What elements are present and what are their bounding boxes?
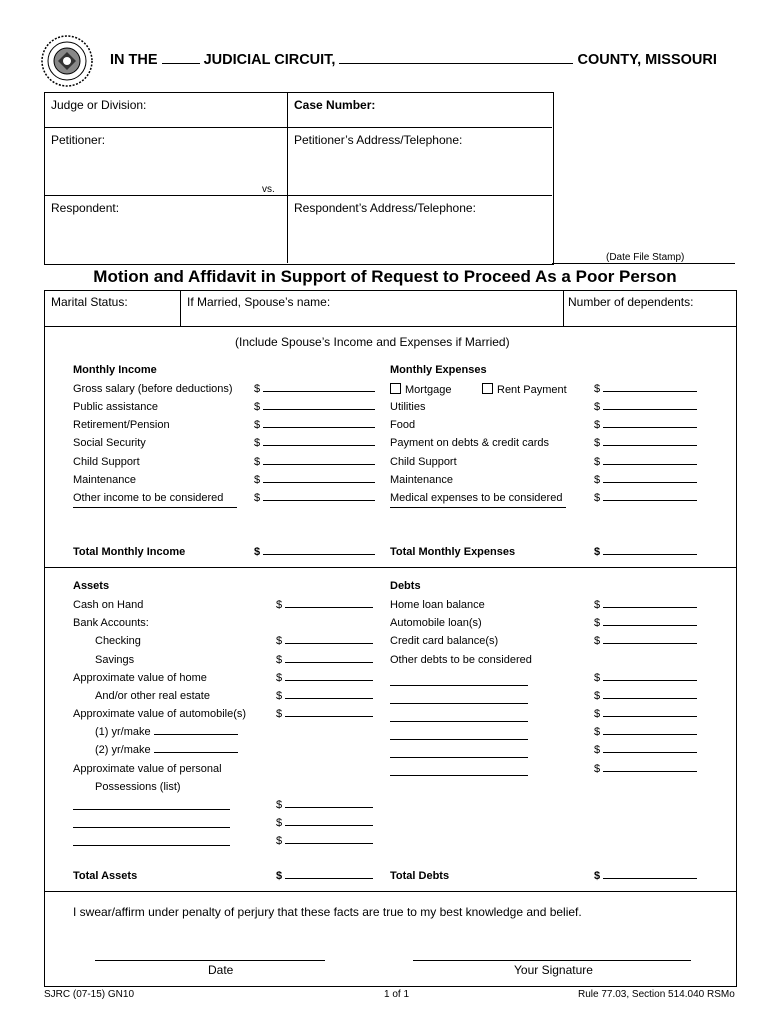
- possession-field[interactable]: [73, 845, 230, 846]
- debt-credit-card-label: Credit card balance(s): [390, 635, 499, 647]
- case-number-label: Case Number:: [294, 98, 376, 112]
- debt-home-loan-label: Home loan balance: [390, 599, 485, 611]
- court-header: [110, 52, 717, 68]
- expense-amount-field[interactable]: [603, 427, 697, 428]
- monthly-expenses-heading: Monthly Expenses: [390, 364, 487, 376]
- expense-amount-field[interactable]: [603, 500, 697, 501]
- dollar-sign: $: [594, 708, 601, 720]
- header-county: COUNTY, MISSOURI: [577, 52, 717, 68]
- income-amount-field[interactable]: [263, 482, 375, 483]
- dollar-sign: $: [594, 599, 601, 611]
- date-file-stamp-label: (Date File Stamp): [606, 252, 685, 263]
- asset-cash-label: Cash on Hand: [73, 599, 144, 611]
- caption-rule: [44, 195, 552, 196]
- total-monthly-income-label: Total Monthly Income: [73, 546, 186, 558]
- judge-label: Judge or Division:: [51, 98, 147, 112]
- other-debt-field[interactable]: [390, 703, 528, 704]
- income-amount-field[interactable]: [263, 464, 375, 465]
- circuit-number-field[interactable]: [162, 63, 200, 64]
- total-assets-label: Total Assets: [73, 870, 138, 882]
- rule-reference: Rule 77.03, Section 514.040 RSMo: [578, 989, 735, 1000]
- debt-amount-field[interactable]: [603, 752, 697, 753]
- income-item: Retirement/Pension: [73, 419, 170, 431]
- dollar-sign: $: [594, 690, 601, 702]
- spouse-name-label: If Married, Spouse’s name:: [187, 295, 331, 309]
- other-debt-field[interactable]: [390, 775, 528, 776]
- dollar-sign: $: [276, 635, 283, 647]
- expense-amount-field[interactable]: [603, 445, 697, 446]
- dollar-sign: $: [254, 474, 261, 486]
- asset-amount-field[interactable]: [285, 607, 373, 608]
- dollar-sign: $: [276, 672, 283, 684]
- case-caption-box: [44, 92, 554, 265]
- dollar-sign: $: [594, 419, 601, 431]
- header-in-the: IN THE: [110, 52, 158, 68]
- dollar-sign: $: [594, 401, 601, 413]
- monthly-income-heading: Monthly Income: [73, 364, 157, 376]
- missouri-seal-icon: [40, 34, 94, 88]
- dollar-sign: $: [594, 672, 601, 684]
- expense-amount-field[interactable]: [603, 482, 697, 483]
- section-rule: [44, 567, 736, 568]
- expense-item: Medical expenses to be considered: [390, 492, 563, 504]
- dollar-sign: $: [594, 456, 601, 468]
- other-expense-field[interactable]: [390, 507, 566, 508]
- dollar-sign: $: [276, 835, 283, 847]
- date-field[interactable]: [95, 960, 325, 961]
- dependents-label: Number of dependents:: [568, 295, 694, 309]
- section-rule: [44, 891, 736, 892]
- debt-amount-field[interactable]: [603, 771, 697, 772]
- dollar-sign: $: [276, 817, 283, 829]
- income-amount-field[interactable]: [263, 500, 375, 501]
- income-item: Maintenance: [73, 474, 136, 486]
- stamp-rule: [552, 263, 735, 264]
- signature-label: Your Signature: [514, 963, 593, 977]
- expense-amount-field[interactable]: [603, 464, 697, 465]
- mortgage-checkbox[interactable]: [390, 383, 401, 394]
- asset-amount-field[interactable]: [285, 698, 373, 699]
- mortgage-label: Mortgage: [405, 384, 452, 396]
- expense-amount-field[interactable]: [603, 391, 697, 392]
- total-debts-field[interactable]: [603, 878, 697, 879]
- other-debt-field[interactable]: [390, 757, 528, 758]
- debt-amount-field[interactable]: [603, 698, 697, 699]
- include-spouse-note: (Include Spouse’s Income and Expenses if Married): [235, 335, 510, 349]
- debts-heading: Debts: [390, 580, 421, 592]
- dollar-sign: $: [594, 492, 601, 504]
- dollar-sign: $: [254, 492, 261, 504]
- possession-field[interactable]: [73, 809, 230, 810]
- date-label: Date: [208, 963, 234, 977]
- county-name-field[interactable]: [339, 63, 573, 64]
- page-number: 1 of 1: [384, 989, 410, 1000]
- oath-statement: I swear/affirm under penalty of perjury that these facts are true to my best knowledge and belief.: [73, 905, 582, 919]
- other-debt-field[interactable]: [390, 685, 528, 686]
- total-income-field[interactable]: [263, 554, 375, 555]
- caption-divider: [287, 92, 288, 263]
- asset-auto-label: Approximate value of automobile(s): [73, 708, 247, 720]
- dollar-sign: $: [276, 708, 283, 720]
- dollar-sign: $: [594, 617, 601, 629]
- debt-amount-field[interactable]: [603, 607, 697, 608]
- dollar-sign: $: [594, 763, 601, 775]
- income-amount-field[interactable]: [263, 427, 375, 428]
- dollar-sign: $: [276, 799, 283, 811]
- debt-auto-loan-label: Automobile loan(s): [390, 617, 482, 629]
- asset-real-estate-label: And/or other real estate: [95, 690, 210, 702]
- asset-possessions-label: Possessions (list): [95, 781, 181, 793]
- dollar-sign: $: [254, 383, 261, 395]
- auto1-field[interactable]: [154, 734, 238, 735]
- asset-checking-label: Checking: [95, 635, 141, 647]
- other-debt-field[interactable]: [390, 739, 528, 740]
- income-item: Gross salary (before deductions): [73, 383, 233, 395]
- dollar-sign: $: [594, 870, 601, 882]
- total-assets-field[interactable]: [285, 878, 373, 879]
- total-monthly-expenses-label: Total Monthly Expenses: [390, 546, 516, 558]
- asset-amount-field[interactable]: [285, 807, 373, 808]
- debt-amount-field[interactable]: [603, 625, 697, 626]
- expense-item: Child Support: [390, 456, 457, 468]
- asset-personal-label: Approximate value of personal: [73, 763, 222, 775]
- dollar-sign: $: [594, 546, 601, 558]
- marital-divider: [563, 290, 564, 326]
- debt-amount-field[interactable]: [603, 716, 697, 717]
- expense-amount-field[interactable]: [603, 409, 697, 410]
- dollar-sign: $: [254, 419, 261, 431]
- asset-amount-field[interactable]: [285, 825, 373, 826]
- caption-rule: [44, 127, 552, 128]
- income-item: Social Security: [73, 437, 146, 449]
- total-debts-label: Total Debts: [390, 870, 450, 882]
- dollar-sign: $: [254, 456, 261, 468]
- other-income-field[interactable]: [73, 507, 237, 508]
- asset-amount-field[interactable]: [285, 680, 373, 681]
- debt-amount-field[interactable]: [603, 643, 697, 644]
- income-item: Public assistance: [73, 401, 158, 413]
- other-debt-field[interactable]: [390, 721, 528, 722]
- dollar-sign: $: [594, 635, 601, 647]
- header-judicial-circuit: JUDICIAL CIRCUIT,: [203, 52, 336, 68]
- dollar-sign: $: [254, 401, 261, 413]
- dollar-sign: $: [254, 546, 261, 558]
- respondent-address-label: Respondent’s Address/Telephone:: [294, 201, 476, 215]
- asset-amount-field[interactable]: [285, 843, 373, 844]
- dollar-sign: $: [594, 383, 601, 395]
- possession-field[interactable]: [73, 827, 230, 828]
- auto2-label: (2) yr/make: [95, 744, 151, 756]
- page-title: Motion and Affidavit in Support of Request to Proceed As a Poor Person: [93, 267, 677, 286]
- dollar-sign: $: [594, 726, 601, 738]
- asset-amount-field[interactable]: [285, 662, 373, 663]
- expense-item: Maintenance: [390, 474, 453, 486]
- dollar-sign: $: [594, 474, 601, 486]
- dollar-sign: $: [254, 437, 261, 449]
- vs-label: vs.: [262, 184, 275, 195]
- rent-payment-label: Rent Payment: [497, 384, 567, 396]
- section-rule: [44, 326, 736, 327]
- dollar-sign: $: [594, 437, 601, 449]
- expense-item: Utilities: [390, 401, 426, 413]
- dollar-sign: $: [276, 690, 283, 702]
- debt-other-label: Other debts to be considered: [390, 654, 532, 666]
- signature-field[interactable]: [413, 960, 691, 961]
- dollar-sign: $: [594, 744, 601, 756]
- expense-item: Food: [390, 419, 416, 431]
- asset-bank-label: Bank Accounts:: [73, 617, 149, 629]
- debt-amount-field[interactable]: [603, 680, 697, 681]
- income-amount-field[interactable]: [263, 391, 375, 392]
- respondent-label: Respondent:: [51, 201, 120, 215]
- asset-savings-label: Savings: [95, 654, 135, 666]
- total-expenses-field[interactable]: [603, 554, 697, 555]
- form-number: SJRC (07-15) GN10: [44, 989, 135, 1000]
- income-amount-field[interactable]: [263, 445, 375, 446]
- assets-heading: Assets: [73, 580, 110, 592]
- dollar-sign: $: [276, 599, 283, 611]
- auto2-field[interactable]: [154, 752, 238, 753]
- expense-item: Payment on debts & credit cards: [390, 437, 549, 449]
- petitioner-address-label: Petitioner’s Address/Telephone:: [294, 133, 463, 147]
- rent-payment-checkbox[interactable]: [482, 383, 493, 394]
- asset-home-label: Approximate value of home: [73, 672, 207, 684]
- petitioner-label: Petitioner:: [51, 133, 106, 147]
- dollar-sign: $: [276, 654, 283, 666]
- dollar-sign: $: [276, 870, 283, 882]
- debt-amount-field[interactable]: [603, 734, 697, 735]
- marital-divider: [180, 290, 181, 326]
- auto1-label: (1) yr/make: [95, 726, 151, 738]
- asset-amount-field[interactable]: [285, 643, 373, 644]
- income-item: Other income to be considered: [73, 492, 224, 504]
- marital-status-label: Marital Status:: [51, 295, 128, 309]
- asset-amount-field[interactable]: [285, 716, 373, 717]
- income-item: Child Support: [73, 456, 140, 468]
- income-amount-field[interactable]: [263, 409, 375, 410]
